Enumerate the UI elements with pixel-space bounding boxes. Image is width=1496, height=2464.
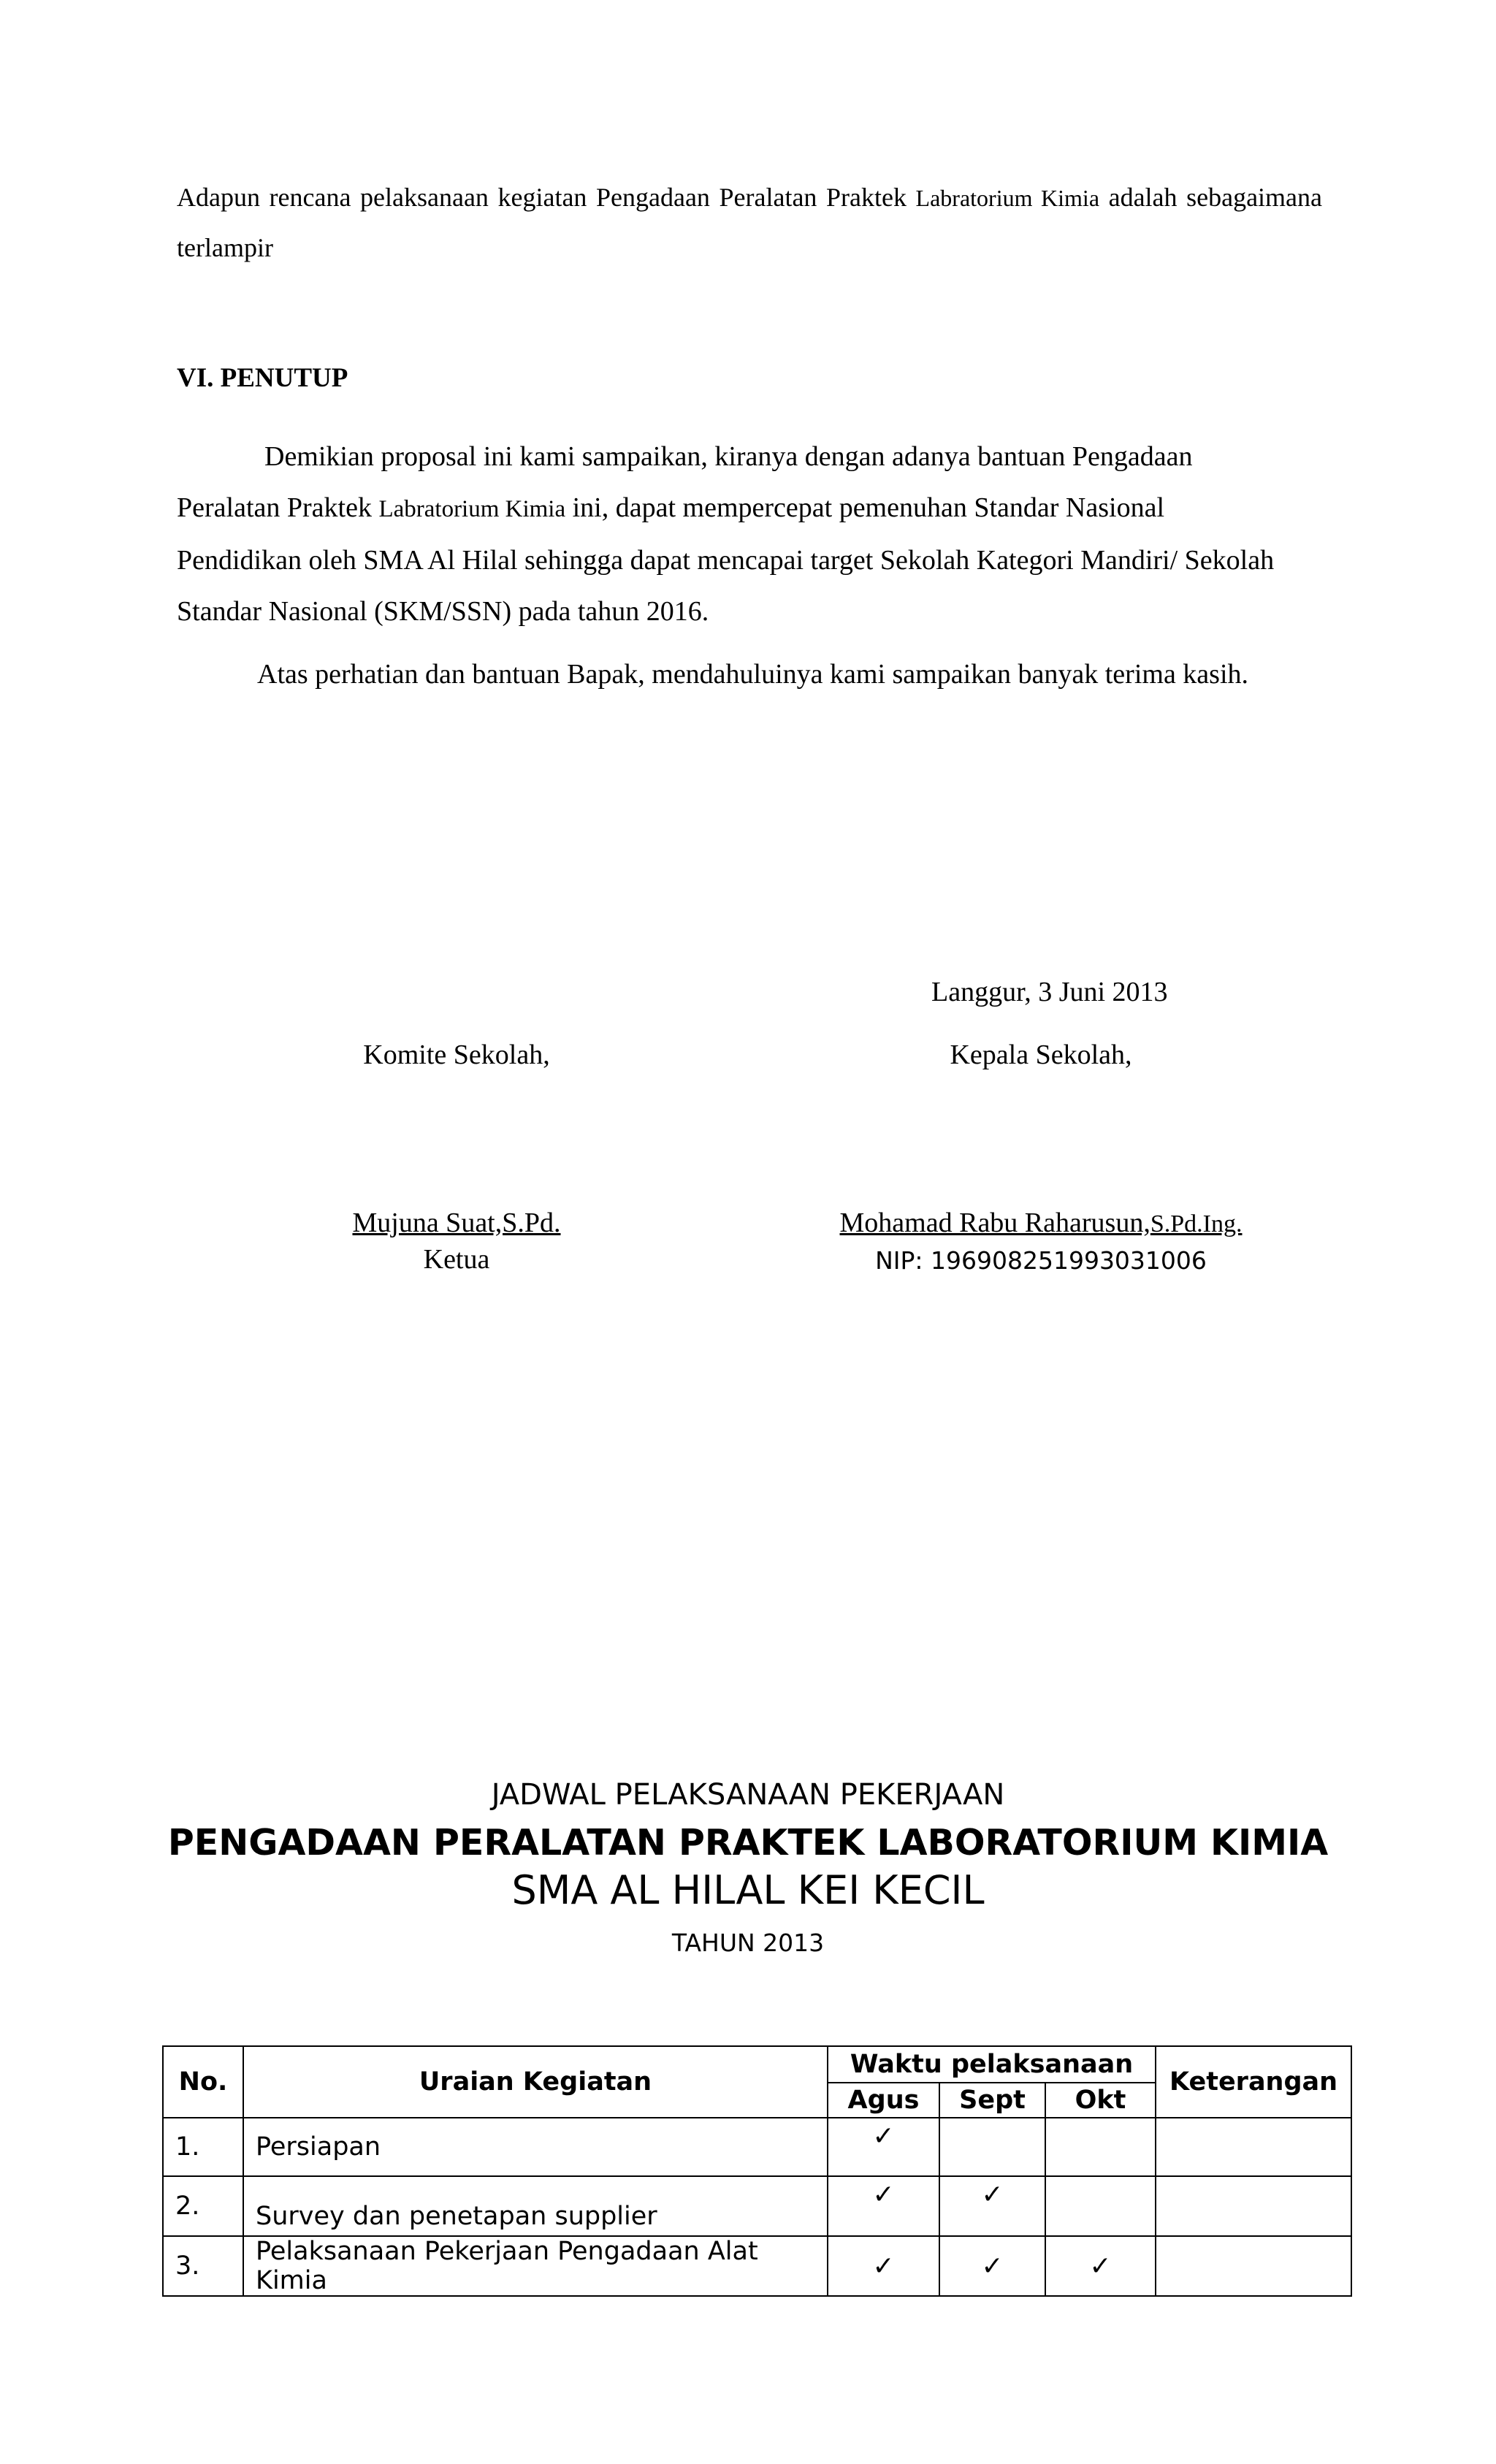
- header-no: No.: [163, 2046, 243, 2118]
- row-uraian: Persiapan: [243, 2118, 828, 2176]
- principal-name-main: Mohamad Rabu Raharusun,: [839, 1208, 1150, 1238]
- row-agus-check: ✓: [828, 2118, 939, 2176]
- row-sept-check: ✓: [939, 2176, 1045, 2236]
- row-agus-check: ✓: [828, 2176, 939, 2236]
- schedule-subtitle: PENGADAAN PERALATAN PRAKTEK LABORATORIUM KIMIA: [167, 1822, 1329, 1864]
- row-okt-check: ✓: [1045, 2236, 1156, 2296]
- principal-name: [789, 1207, 1293, 1239]
- committee-title: Ketua: [423, 1244, 490, 1275]
- table-row: [163, 2176, 1351, 2236]
- intro-paragraph: [177, 172, 1322, 272]
- intro-text-1: Adapun rencana pelaksanaan kegiatan Pengadaan Peralatan Praktek: [177, 183, 916, 212]
- closing-text-2: Labratorium Kimia: [378, 496, 566, 522]
- row-sept-check: ✓: [939, 2236, 1045, 2296]
- row-keterangan: [1156, 2176, 1351, 2236]
- closing-text-1: Demikian proposal ini kami sampaikan, kiranya dengan adanya bantuan Pengadaan Peralatan Praktek: [177, 441, 1193, 523]
- row-no: 2.: [163, 2176, 243, 2236]
- header-sept: Sept: [939, 2083, 1045, 2118]
- row-okt-check: [1045, 2176, 1156, 2236]
- principal-nip: NIP: 196908251993031006: [875, 1246, 1207, 1275]
- row-no: 3.: [163, 2236, 243, 2296]
- committee-role: Komite Sekolah,: [363, 1040, 550, 1070]
- thanks-paragraph: Atas perhatian dan bantuan Bapak, mendahuluinya kami sampaikan banyak terima kasih.: [257, 659, 1249, 690]
- row-keterangan: [1156, 2118, 1351, 2176]
- row-okt-check: [1045, 2118, 1156, 2176]
- row-no: 1.: [163, 2118, 243, 2176]
- header-okt: Okt: [1045, 2083, 1156, 2118]
- schedule-table: [162, 2045, 1352, 2297]
- header-keterangan: Keterangan: [1156, 2046, 1351, 2118]
- row-uraian: Survey dan penetapan supplier: [243, 2176, 828, 2236]
- table-row: [163, 2118, 1351, 2176]
- row-uraian: Pelaksanaan Pekerjaan Pengadaan Alat Kimia: [243, 2236, 828, 2296]
- principal-name-degree: S.Pd.Ing.: [1150, 1210, 1243, 1237]
- schedule-title: JADWAL PELAKSANAAN PEKERJAAN: [491, 1778, 1005, 1812]
- row-sept-check: [939, 2118, 1045, 2176]
- section-heading: VI. PENUTUP: [177, 363, 348, 393]
- table-header-row: [163, 2046, 1351, 2083]
- header-uraian: Uraian Kegiatan: [243, 2046, 828, 2118]
- place-date: Langgur, 3 Juni 2013: [931, 977, 1168, 1007]
- table-row: [163, 2236, 1351, 2296]
- closing-text-3: ini, dapat mempercepat pemenuhan Standar Nasional Pendidikan oleh SMA Al Hilal sehingga dapat mencapai target Sekolah Kategori Mandiri/ Sekolah Standar Nasional (SKM/SSN) pada tahun 2016.: [177, 492, 1275, 627]
- principal-role: Kepala Sekolah,: [950, 1040, 1132, 1070]
- closing-paragraph: [177, 431, 1287, 637]
- school-name: SMA AL HILAL KEI KECIL: [511, 1867, 985, 1913]
- row-keterangan: [1156, 2236, 1351, 2296]
- header-waktu: Waktu pelaksanaan: [828, 2046, 1156, 2083]
- intro-text-2: Labratorium Kimia: [915, 185, 1100, 211]
- committee-name: Mujuna Suat,S.Pd.: [352, 1208, 561, 1238]
- schedule-year: TAHUN 2013: [671, 1929, 825, 1957]
- row-agus-check: ✓: [828, 2236, 939, 2296]
- header-agus: Agus: [828, 2083, 939, 2118]
- intro-text-3: adalah sebagaimana terlampir: [177, 183, 1323, 262]
